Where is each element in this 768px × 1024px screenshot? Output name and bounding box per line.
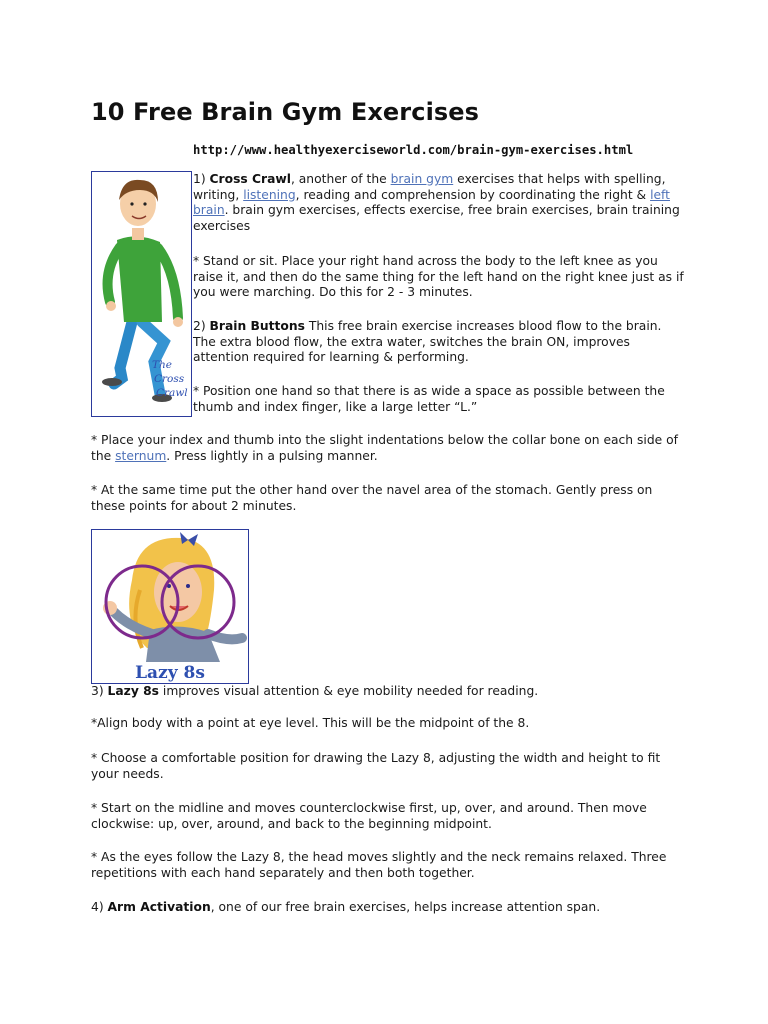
exercise-name: Lazy 8s <box>107 684 159 698</box>
cross-crawl-instructions: * Stand or sit. Place your right hand across the body to the left knee as you raise it, and then do the same thing for the left hand on the right knee just as if you were marching. Do this for 2 - 3 minutes. <box>193 254 684 299</box>
lazy-8s-step-2: * Choose a comfortable position for drawing the Lazy 8, adjusting the width and height to fit your needs. <box>91 751 661 781</box>
cross-crawl-caption-line-1: The <box>152 359 172 371</box>
lazy-8s-caption: Lazy 8s <box>135 663 205 683</box>
cross-crawl-caption-line-2: Cross <box>154 373 185 385</box>
sternum-link[interactable]: sternum <box>115 448 167 463</box>
section-number: 3) <box>91 684 108 698</box>
lazy-8s-step-1: *Align body with a point at eye level. This will be the midpoint of the 8. <box>91 716 530 730</box>
exercise-name: Cross Crawl <box>209 172 291 186</box>
section-arm-activation: 4) Arm Activation, one of our free brain exercises, helps increase attention span. <box>91 900 601 914</box>
section-cross-crawl: 1) Cross Crawl, another of the brain gym exercises that helps with spelling, writing, listening, reading and comprehension by coordinating the right & left brain. brain gym exercises, effects exercise, free brain exercises, brain training exercises <box>193 172 680 233</box>
document-title: 10 Free Brain Gym Exercises <box>91 98 480 126</box>
lazy-8s-image <box>91 529 249 684</box>
exercise-name: Brain Buttons <box>209 319 305 333</box>
exercise-name: Arm Activation <box>107 900 211 914</box>
brain-buttons-step-1: * Position one hand so that there is as wide a space as possible between the thumb and index finger, like a large letter “L.” <box>193 384 665 414</box>
section-lazy-8s: 3) Lazy 8s improves visual attention & eye mobility needed for reading. <box>91 684 539 698</box>
listening-link[interactable]: listening <box>243 187 296 202</box>
source-url: http://www.healthyexerciseworld.com/brain-gym-exercises.html <box>193 143 634 157</box>
section-number: 2) <box>193 319 210 333</box>
brain-buttons-step-3: * At the same time put the other hand over the navel area of the stomach. Gently press on these points for about 2 minutes. <box>91 483 653 513</box>
left-brain-link[interactable]: left brain <box>193 187 670 217</box>
section-number: 1) <box>193 172 210 186</box>
cross-crawl-caption-line-3: Crawl <box>156 387 188 399</box>
section-number: 4) <box>91 900 108 914</box>
brain-gym-link[interactable]: brain gym <box>390 172 454 186</box>
cross-crawl-image <box>91 171 192 417</box>
section-brain-buttons: 2) Brain Buttons This free brain exercise increases blood flow to the brain. The extra blood flow, the extra water, switches the brain ON, improves attention required for learning & performing. <box>193 319 662 364</box>
lazy-8s-step-4: * As the eyes follow the Lazy 8, the head moves slightly and the neck remains relaxed. Three repetitions with each hand separately and then both together. <box>91 850 667 880</box>
brain-buttons-step-2: * Place your index and thumb into the slight indentations below the collar bone on each side of the sternum. Press lightly in a pulsing manner. <box>91 433 678 463</box>
lazy-8s-step-3: * Start on the midline and moves counterclockwise first, up, over, and around. Then move clockwise: up, over, around, and back to the beginning midpoint. <box>91 801 647 831</box>
cross-crawl-illustration <box>92 172 191 416</box>
lazy-8s-illustration <box>92 530 248 683</box>
